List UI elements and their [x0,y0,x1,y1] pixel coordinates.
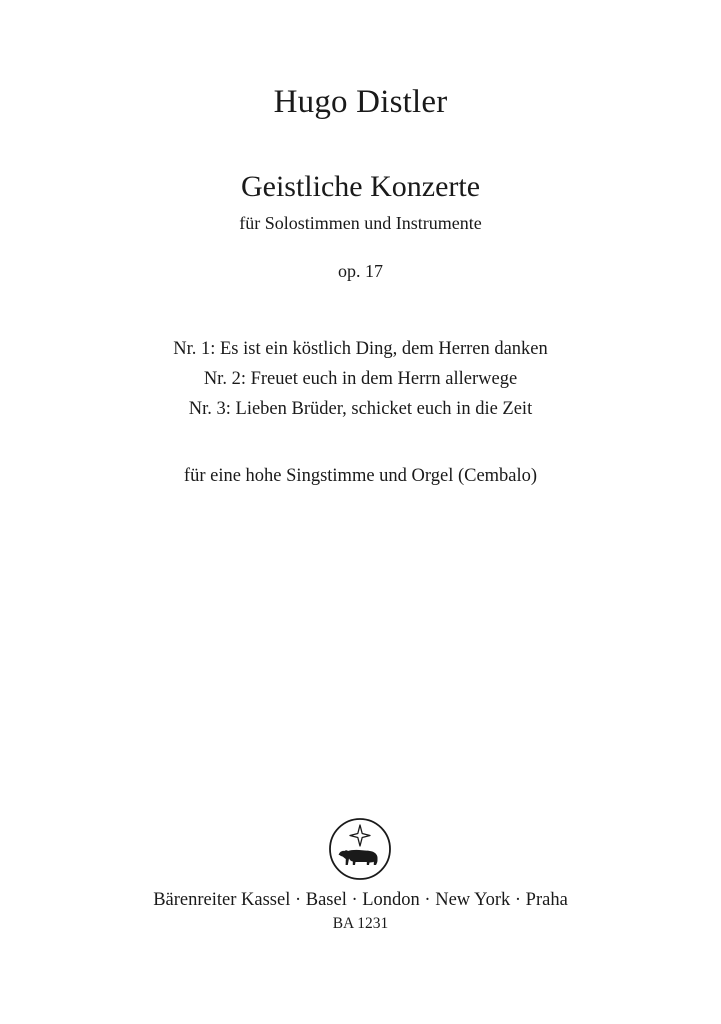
scoring-line: für eine hohe Singstimme und Orgel (Cembalo) [183,466,538,486]
work-title: Geistliche Konzerte [240,170,481,203]
work-subtitle: für Solostimmen und Instrumente [239,213,482,233]
baerenreiter-logo-icon [326,815,394,883]
catalog-number: BA 1231 [332,915,389,932]
contents-item-2: Nr. 2: Freuet euch in dem Herrn allerwege [203,369,518,389]
opus-number: op. 17 [338,261,383,281]
contents-item-1: Nr. 1: Es ist ein köstlich Ding, dem Herren danken [173,339,548,359]
contents-item-3: Nr. 3: Lieben Brüder, schicket euch in die Zeit [188,399,533,419]
publisher-line: Bärenreiter Kassel · Basel · London · New York · Praha [153,890,568,910]
composer-name: Hugo Distler [273,84,448,120]
